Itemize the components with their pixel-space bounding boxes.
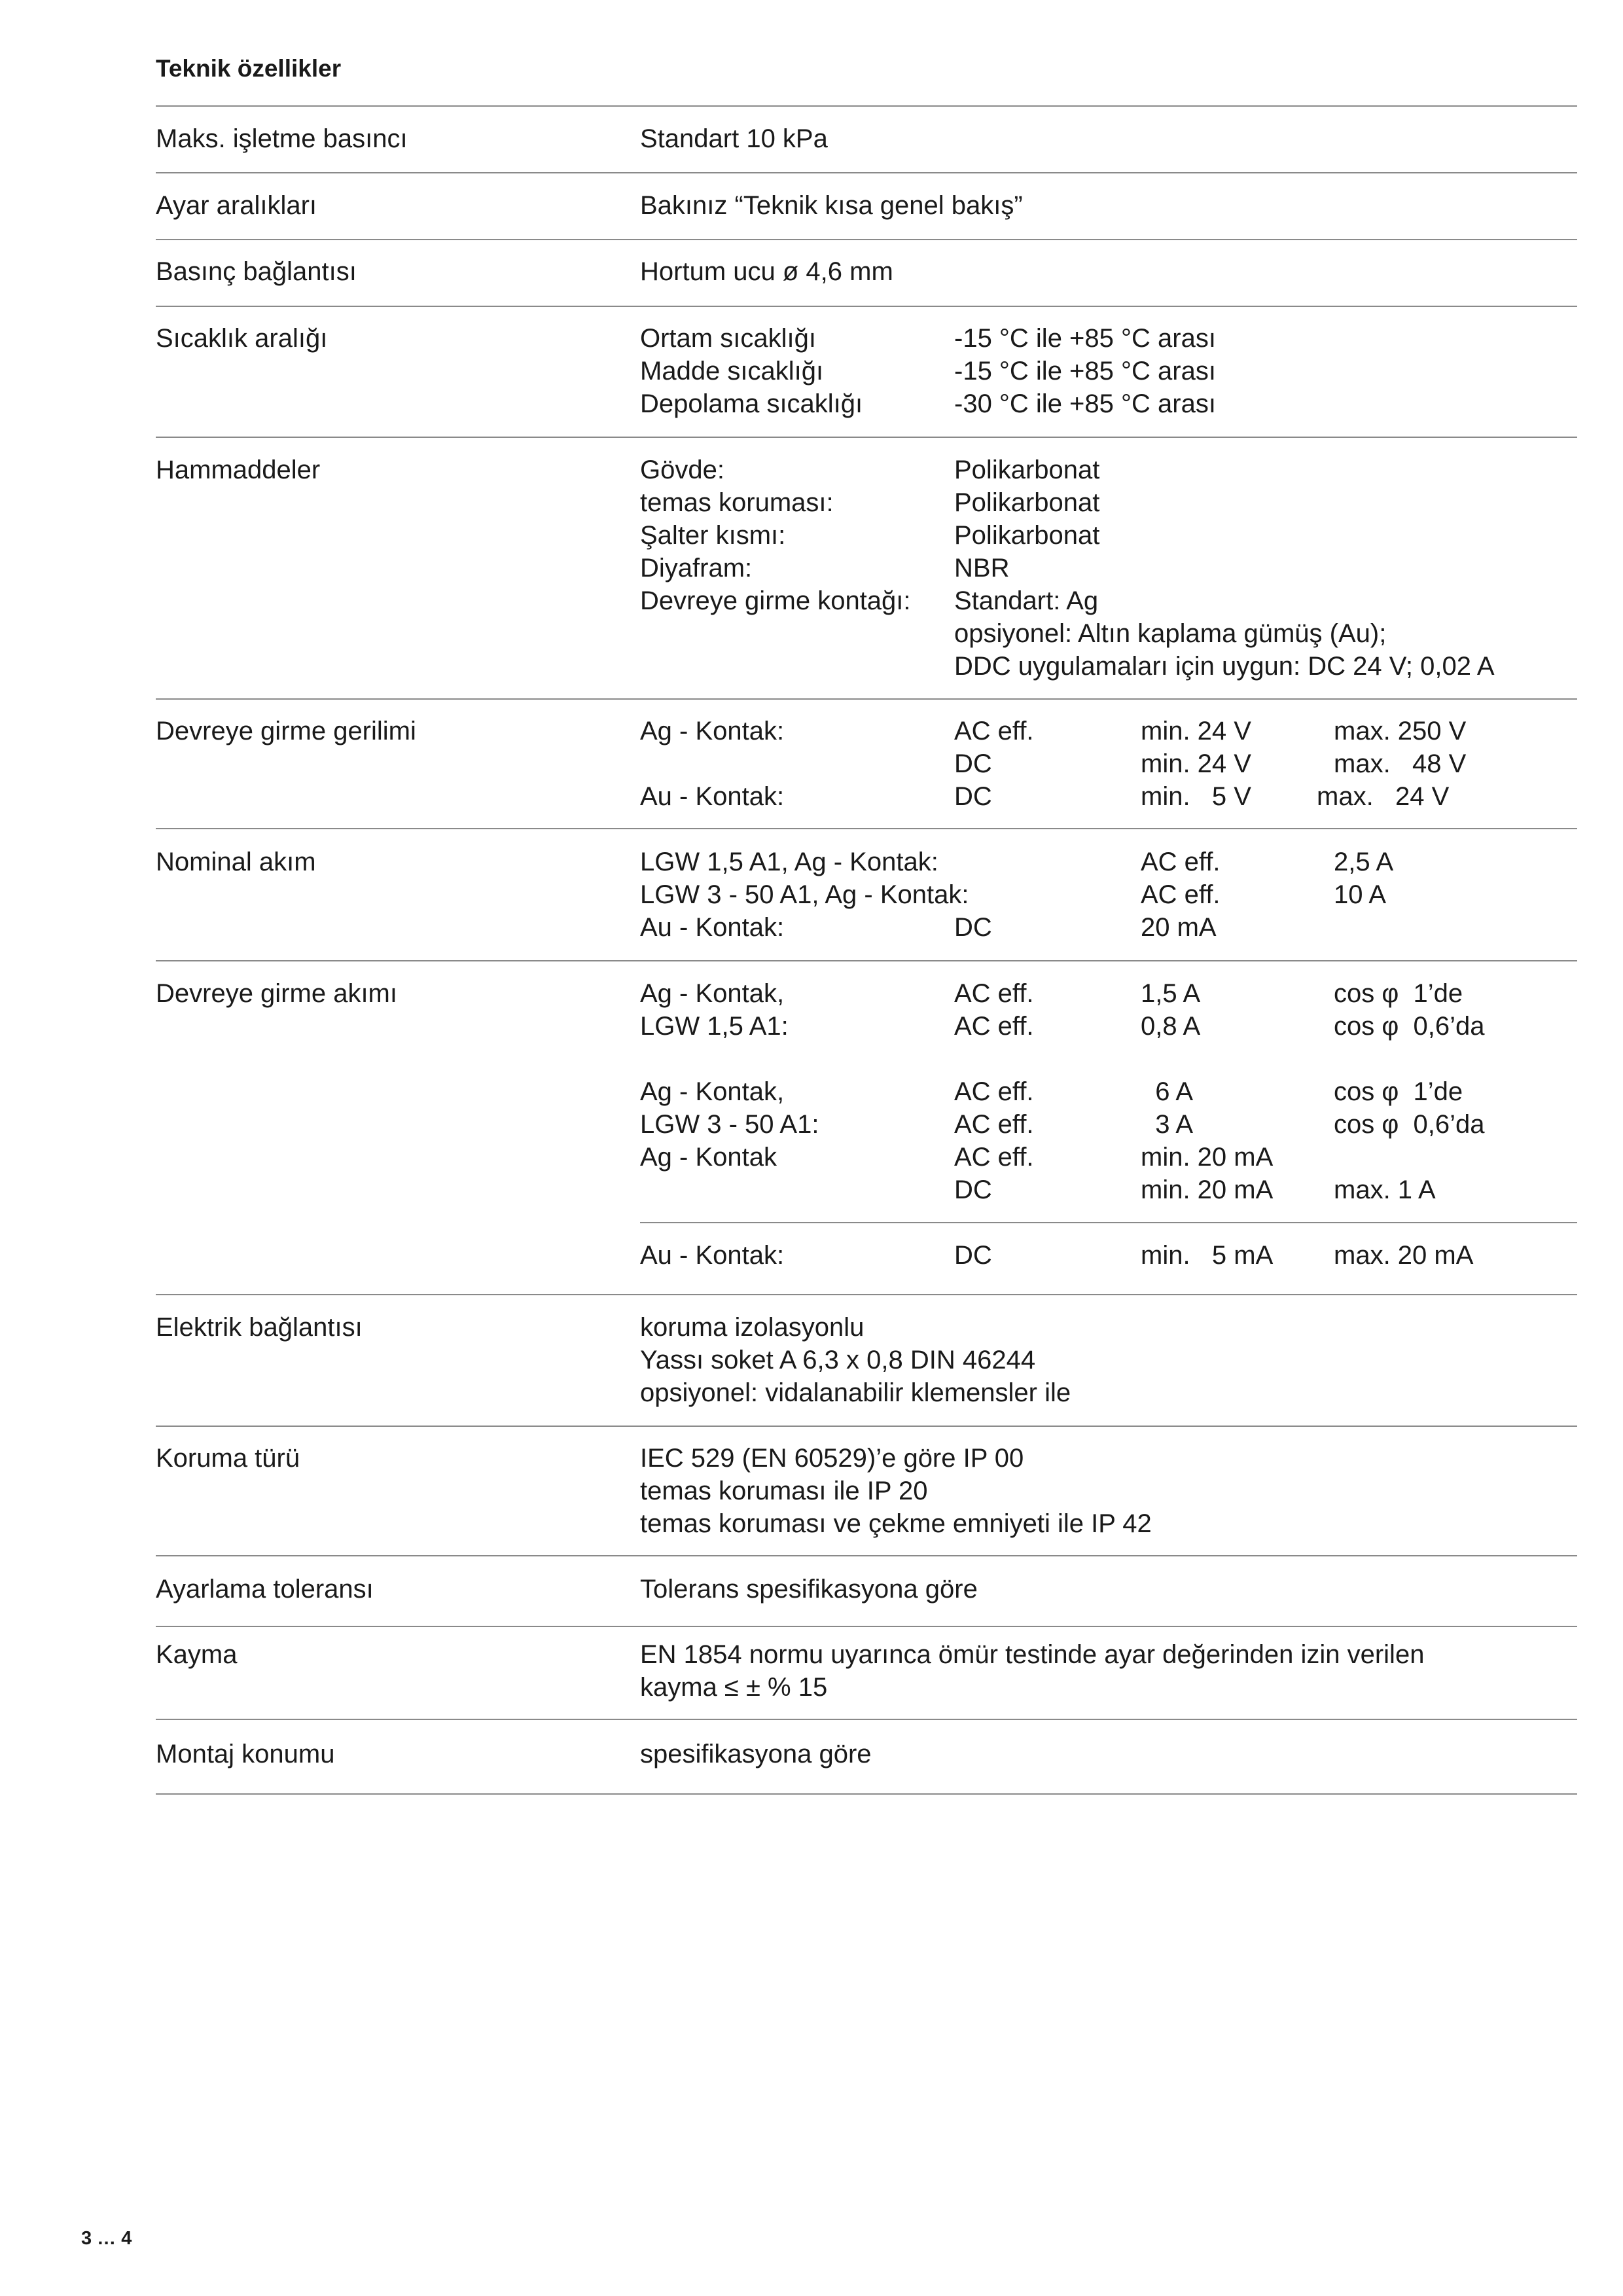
current-type: AC eff. — [954, 1077, 1034, 1106]
spec-name: Depolama sıcaklığı — [640, 389, 863, 418]
row-label: Ayar aralıkları — [156, 191, 317, 220]
spec-value: Standart: Ag — [954, 586, 1099, 615]
spec-name: Ag - Kontak, — [640, 979, 785, 1008]
current-type: DC — [954, 1175, 992, 1204]
spec-value: 2,5 A — [1334, 848, 1394, 876]
row-value-line: temas koruması ve çekme emniyeti ile IP 42 — [640, 1509, 1152, 1538]
spec-name: Ag - Kontak, — [640, 1077, 785, 1106]
row-divider — [156, 172, 1577, 173]
spec-name: Devreye girme kontağı: — [640, 586, 911, 615]
spec-value: DDC uygulamaları için uygun: DC 24 V; 0,02 A — [954, 652, 1495, 681]
spec-value: Polikarbonat — [954, 488, 1100, 517]
row-divider — [156, 828, 1577, 829]
sub-divider — [640, 1222, 1577, 1223]
current-type: DC — [954, 782, 992, 811]
row-value-line: opsiyonel: vidalanabilir klemensler ile — [640, 1378, 1071, 1407]
current-type: AC eff. — [954, 1143, 1034, 1172]
spec-value: 6 A — [1141, 1077, 1194, 1106]
row-label: Maks. işletme basıncı — [156, 124, 408, 153]
current-type: AC eff. — [954, 1012, 1034, 1041]
spec-value: NBR — [954, 554, 1010, 583]
spec-value: 1,5 A — [1141, 979, 1201, 1008]
row-divider — [156, 1294, 1577, 1295]
spec-name: Au - Kontak: — [640, 913, 785, 942]
row-value: spesifikasyona göre — [640, 1740, 872, 1768]
max-value: max. 250 V — [1334, 717, 1467, 745]
row-value: Standart 10 kPa — [640, 124, 828, 153]
spec-value: opsiyonel: Altın kaplama gümüş (Au); — [954, 619, 1387, 648]
spec-name: Şalter kısmı: — [640, 521, 786, 550]
row-label: Kayma — [156, 1640, 238, 1669]
spec-name: LGW 3 - 50 A1, Ag - Kontak: — [640, 880, 969, 909]
row-value-line: EN 1854 normu uyarınca ömür testinde ayar değerinden izin verilen — [640, 1640, 1425, 1669]
cos-phi-note: cos φ 1’de — [1334, 1077, 1463, 1106]
min-value: min. 24 V — [1141, 749, 1251, 778]
row-label: Hammaddeler — [156, 456, 321, 484]
row-divider — [156, 960, 1577, 961]
spec-value: 3 A — [1141, 1110, 1194, 1139]
row-label: Sıcaklık aralığı — [156, 324, 328, 353]
min-value: min. 5 V — [1141, 782, 1251, 811]
current-type: DC — [954, 749, 992, 778]
spec-value: min. 20 mA — [1141, 1175, 1274, 1204]
row-divider — [156, 1719, 1577, 1720]
current-mode: AC eff. — [1141, 848, 1221, 876]
max-value: max. 48 V — [1334, 749, 1467, 778]
row-value: Bakınız “Teknik kısa genel bakış” — [640, 191, 1023, 220]
spec-value: -15 °C ile +85 °C arası — [954, 357, 1216, 386]
spec-name: Ag - Kontak — [640, 1143, 777, 1172]
cos-phi-note: cos φ 1’de — [1334, 979, 1463, 1008]
current-type: AC eff. — [954, 979, 1034, 1008]
row-divider — [156, 437, 1577, 438]
row-value-line: IEC 529 (EN 60529)’e göre IP 00 — [640, 1444, 1024, 1473]
spec-value: -15 °C ile +85 °C arası — [954, 324, 1216, 353]
row-divider — [156, 1793, 1577, 1795]
page-number: 3 … 4 — [81, 2228, 132, 2249]
row-divider — [156, 1426, 1577, 1427]
row-label: Devreye girme gerilimi — [156, 717, 416, 745]
row-value-line: koruma izolasyonlu — [640, 1313, 865, 1342]
row-value-line: kayma ≤ ± % 15 — [640, 1673, 828, 1702]
spec-value: 10 A — [1334, 880, 1387, 909]
spec-name: Madde sıcaklığı — [640, 357, 824, 386]
spec-value: Polikarbonat — [954, 521, 1100, 550]
contact-type: Ag - Kontak: — [640, 717, 785, 745]
current-mode: AC eff. — [1141, 880, 1221, 909]
row-label: Koruma türü — [156, 1444, 300, 1473]
row-value-line: temas koruması ile IP 20 — [640, 1477, 928, 1505]
row-label: Nominal akım — [156, 848, 316, 876]
spec-name: LGW 1,5 A1, Ag - Kontak: — [640, 848, 938, 876]
row-label: Devreye girme akımı — [156, 979, 397, 1008]
row-divider — [156, 105, 1577, 107]
row-value-line: Yassı soket A 6,3 x 0,8 DIN 46244 — [640, 1346, 1036, 1374]
cos-phi-note: cos φ 0,6’da — [1334, 1012, 1485, 1041]
cos-phi-note: cos φ 0,6’da — [1334, 1110, 1485, 1139]
spec-name: LGW 3 - 50 A1: — [640, 1110, 819, 1139]
max-value: max. 20 mA — [1334, 1241, 1474, 1270]
max-value: max. 1 A — [1334, 1175, 1436, 1204]
spec-value: 0,8 A — [1141, 1012, 1201, 1041]
spec-name: LGW 1,5 A1: — [640, 1012, 789, 1041]
current-type: AC eff. — [954, 717, 1034, 745]
spec-name: Gövde: — [640, 456, 724, 484]
spec-value: min. 20 mA — [1141, 1143, 1274, 1172]
current-mode: 20 mA — [1141, 913, 1217, 942]
spec-name: temas koruması: — [640, 488, 834, 517]
row-divider — [156, 239, 1577, 240]
row-label: Ayarlama toleransı — [156, 1575, 374, 1604]
row-label: Elektrik bağlantısı — [156, 1313, 363, 1342]
contact-type: Au - Kontak: — [640, 782, 785, 811]
spec-value: Polikarbonat — [954, 456, 1100, 484]
current-type: DC — [954, 1241, 992, 1270]
spec-value: min. 5 mA — [1141, 1241, 1274, 1270]
row-value: Hortum ucu ø 4,6 mm — [640, 257, 893, 286]
spec-name: Diyafram: — [640, 554, 753, 583]
max-value: max. 24 V — [1317, 782, 1450, 811]
row-divider — [156, 698, 1577, 700]
row-divider — [156, 306, 1577, 307]
spec-name: Au - Kontak: — [640, 1241, 785, 1270]
row-value: Tolerans spesifikasyona göre — [640, 1575, 978, 1604]
row-divider — [156, 1555, 1577, 1556]
row-label: Basınç bağlantısı — [156, 257, 357, 286]
spec-name: Ortam sıcaklığı — [640, 324, 816, 353]
min-value: min. 24 V — [1141, 717, 1251, 745]
row-divider — [156, 1626, 1577, 1627]
page-title: Teknik özellikler — [156, 55, 342, 82]
current-type: AC eff. — [954, 1110, 1034, 1139]
spec-value: -30 °C ile +85 °C arası — [954, 389, 1216, 418]
current-type: DC — [954, 913, 992, 942]
row-label: Montaj konumu — [156, 1740, 335, 1768]
